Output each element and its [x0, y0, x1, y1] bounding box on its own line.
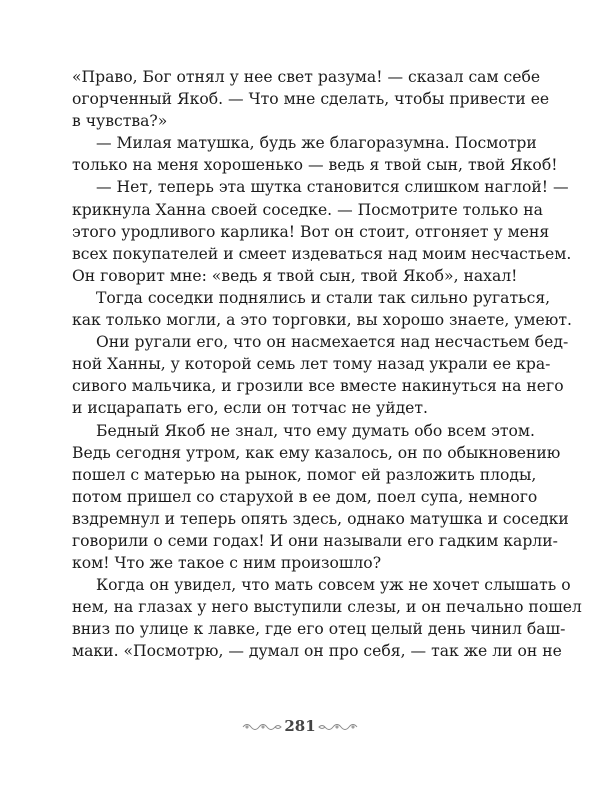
- ornament-left-icon: [242, 721, 282, 733]
- text-line: Они ругали его, что он насмехается над несчастьем бед-: [96, 333, 569, 352]
- page-number: 281: [284, 717, 316, 735]
- text-line: «Право, Бог отнял у нее свет разума! — сказал сам себе: [72, 68, 541, 86]
- text-line: маки. «Посмотрю, — думал он про себя, — так же ли он не: [72, 642, 562, 661]
- text-line: потом пришел со старухой в ее дом, поел супа, немного: [72, 487, 538, 506]
- text-line: пошел с матерью на рынок, помог ей разложить плоды,: [72, 465, 537, 484]
- text-line: Тогда соседки поднялись и стали так сильно ругаться,: [96, 288, 551, 307]
- text-line: вниз по улице к лавке, где его отец целый день чинил баш-: [72, 620, 566, 639]
- text-line: всех покупателей и смеет издеваться над моим несчастьем.: [72, 244, 572, 263]
- text-line: — Милая матушка, будь же благоразумна. Посмотри: [96, 134, 537, 153]
- text-line: Ведь сегодня утром, как ему казалось, он по обыкновению: [72, 443, 561, 462]
- text-line: в чувства?»: [72, 112, 168, 131]
- text-line: Бедный Якоб не знал, что ему думать обо всем этом.: [96, 421, 535, 440]
- text-line: — Нет, теперь эта шутка становится слишком наглой! —: [96, 178, 569, 197]
- text-line: этого уродливого карлика! Вот он стоит, отгоняет у меня: [72, 222, 550, 241]
- text-line: сивого мальчика, и грозили все вместе накинуться на него: [72, 377, 564, 396]
- text-line: крикнула Ханна своей соседке. — Посмотрите только на: [72, 200, 543, 219]
- text-line: только на меня хорошенько — ведь я твой сын, твой Якоб!: [72, 156, 558, 175]
- text-line: вздремнул и теперь опять здесь, однако матушка и соседки: [72, 509, 569, 528]
- text-line: Он говорит мне: «ведь я твой сын, твой Якоб», нахал!: [72, 266, 518, 285]
- text-line: нем, на глазах у него выступили слезы, и он печально пошел: [72, 598, 582, 617]
- text-line: ком! Что же такое с ним произошло?: [72, 554, 382, 573]
- text-line: и исцарапать его, если он тотчас не уйдет.: [72, 399, 428, 418]
- page-footer: [0, 716, 600, 738]
- book-page-text: [72, 66, 582, 663]
- text-line: огорченный Якоб. — Что мне сделать, чтобы привести ее: [72, 90, 550, 109]
- text-line: Когда он увидел, что мать совсем уж не хочет слышать о: [96, 576, 571, 595]
- text-line: как только могли, а это торговки, вы хорошо знаете, умеют.: [72, 311, 572, 330]
- text-line: ной Ханны, у которой семь лет тому назад украли ее кра-: [72, 355, 551, 374]
- text-line: говорили о семи годах! И они называли его гадким карли-: [72, 531, 558, 550]
- ornament-right-icon: [318, 721, 358, 733]
